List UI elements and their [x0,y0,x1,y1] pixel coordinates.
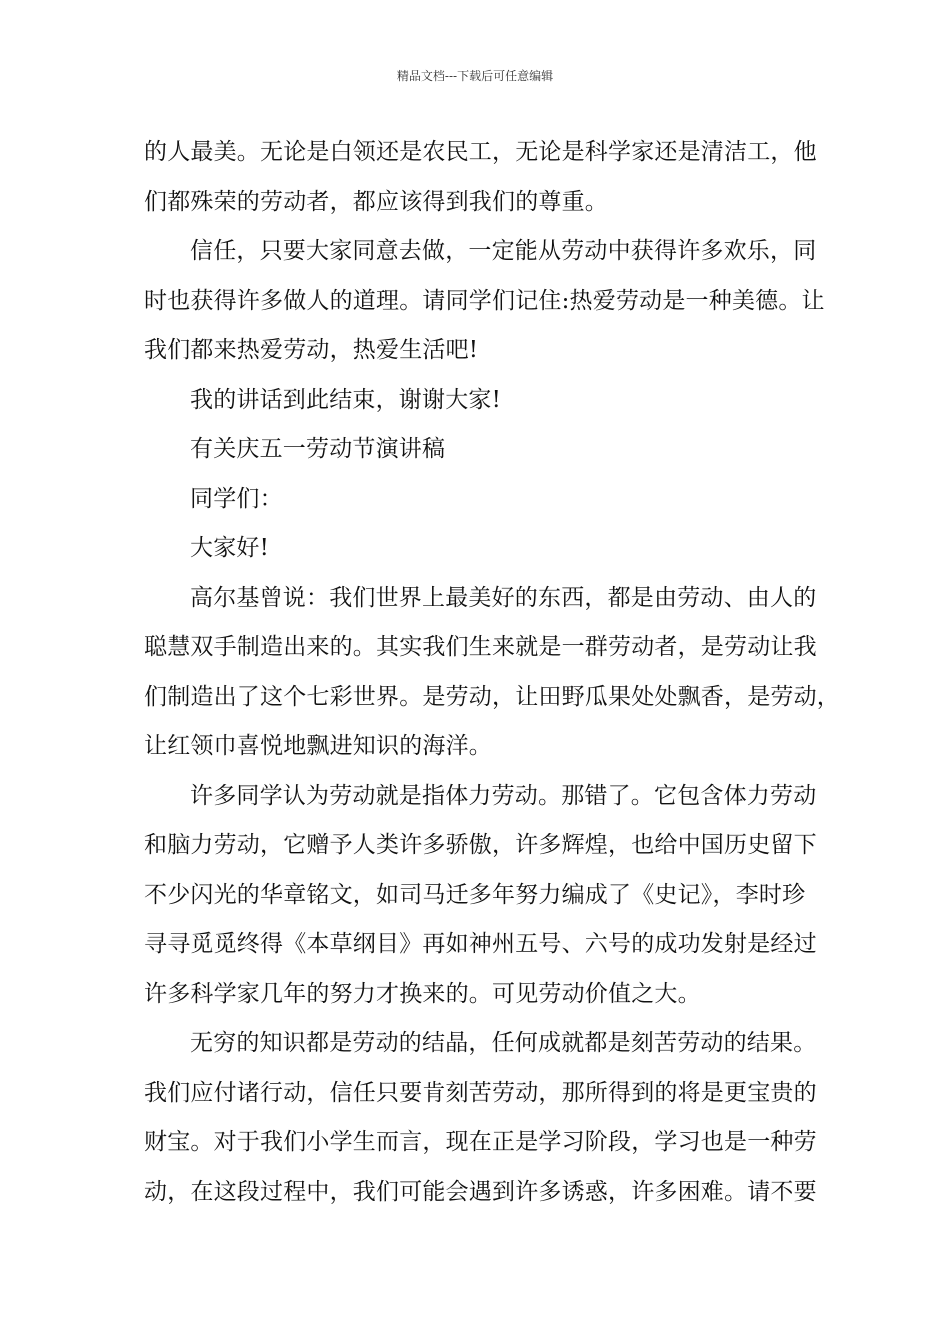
text-line: 和脑力劳动，它赠予人类许多骄傲，许多辉煌，也给中国历史留下 [144,832,817,858]
text-line: 许多科学家几年的努力才换来的。可见劳动价值之大。 [144,980,701,1007]
text-line: 时也获得许多做人的道理。请同学们记住:热爱劳动是一种美德。让 [144,287,825,314]
text-line: 我们都来热爱劳动，热爱生活吧! [144,337,479,363]
paragraph-start-line: 无穷的知识都是劳动的结晶，任何成就都是刻苦劳动的结果。 [190,1030,817,1056]
paragraph-start-line: 信任，只要大家同意去做，一定能从劳动中获得许多欢乐，同 [190,238,817,264]
text-line: 动，在这段过程中，我们可能会遇到许多诱惑，许多困难。请不要 [144,1178,817,1205]
text-line: 让红领巾喜悦地飘进知识的海洋。 [144,733,492,759]
page-header: 精品文档---下载后可任意编辑 [396,69,554,83]
text-line: 聪慧双手制造出来的。其实我们生来就是一群劳动者，是劳动让我 [144,634,817,660]
text-line: 财宝。对于我们小学生而言，现在正是学习阶段，学习也是一种劳 [144,1129,817,1155]
document-body [144,128,840,1217]
text-line: 们制造出了这个七彩世界。是劳动，让田野瓜果处处飘香，是劳动， [144,683,840,710]
paragraph-start-line: 我的讲话到此结束，谢谢大家! [190,386,502,413]
paragraph-start-line: 许多同学认为劳动就是指体力劳动。那错了。它包含体力劳动 [190,782,817,809]
salutation: 同学们： [190,485,283,512]
section-title: 有关庆五一劳动节演讲稿 [190,436,446,462]
greeting: 大家好! [190,535,270,561]
paragraph-start-line: 高尔基曾说：我们世界上最美好的东西，都是由劳动、由人的 [190,584,817,611]
text-line: 不少闪光的华章铭文，如司马迁多年努力编成了《史记》，李时珍 [144,881,806,908]
text-line: 们都殊荣的劳动者，都应该得到我们的尊重。 [144,188,608,215]
text-line: 我们应付诸行动，信任只要肯刻苦劳动，那所得到的将是更宝贵的 [144,1079,817,1106]
text-line: 寻寻觅觅终得《本草纲目》再如神州五号、六号的成功发射是经过 [144,931,817,957]
text-line: 的人最美。无论是白领还是农民工，无论是科学家还是清洁工，他 [144,139,817,165]
